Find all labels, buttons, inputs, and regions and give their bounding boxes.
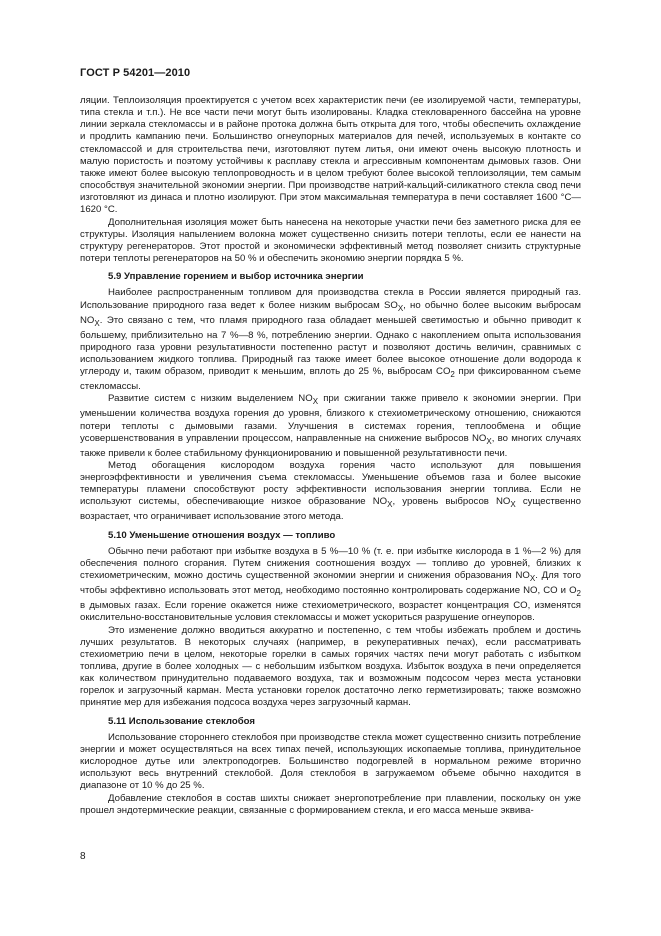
document-body bbox=[80, 95, 581, 817]
section-heading: 5.11 Использование стеклобоя bbox=[108, 715, 256, 727]
page-header: ГОСТ Р 54201—2010 bbox=[80, 67, 191, 79]
paragraph: Добавление стеклобоя в состав шихты снижает энергопотребление при плавлении, поскольку он уже прошел эндотермические реакции, связанные с формированием стекла, и его масса меньше эквива- bbox=[80, 792, 581, 816]
paragraph: Развитие систем с низким выделением $NO_X$ при сжигании также привело к экономии энергии. При уменьшении количества воздуха горения до уровня, близкого к стехиометрическому отношению, снижаются потери теплоты с дымовыми газами. Улучшения в системах горения, теплообмена и общие усовершенствования в управлении процессом, направленные на снижение выбросов $NO_X$, во многих случаях также привели к более стабильному функционированию и повышенной результативности печи. bbox=[80, 393, 582, 459]
section-heading: 5.9 Управление горением и выбор источника энергии bbox=[108, 271, 364, 283]
paragraph: Обычно печи работают при избытке воздуха в 5 %—10 % (т. е. при избытке кислорода в 1 %—2 %) для обеспечения полного сгорания. Путем снижения соотношения воздух — топливо до уровней, близких к стехиометрическим, можно достичь существенной экономии энергии и снижения образования $NO_X$. Для того чтобы эффективно использовать этот метод, необходимо постоянно контролировать содержание NO, CO и $O_2$ в дымовых газах. Если горение окажется ниже стехиометрического, возрастет концентрация CO, изменятся окислительно-восстановительные условия стекломассы и может ускориться разрушение огнеупоров. bbox=[80, 545, 581, 624]
paragraph: Это изменение должно вводиться аккуратно и постепенно, с тем чтобы избежать проблем и достичь лучших результатов. В некоторых случаях (например, в рекуперативных печах), если рассматривать стехиометрию печи в целом, некоторые горелки в самых горячих частях печи могут работать с избытком топлива, другие в более холодных — с небольшим избытком воздуха. Избыток воздуха в печи определяется как количеством принудительно подаваемого воздуха, так и возможным подсосом через места установки горелок и загрузочный карман. Места установки горелок достаточно легко герметизировать; также возможно принятие мер для избежания подсоса воздуха через загрузочный карман. bbox=[80, 624, 581, 709]
paragraph: Использование стороннего стеклобоя при производстве стекла может существенно снизить потребление энергии и может осуществляться на всех типах печей, использующих ископаемые топлива, принудительное кислородное дутье или электроподогрев. Большинство подогревлей в нормальном режиме вторично используют весь внутренний стеклобой. Доля стеклобоя в загружаемом объеме обычно находится в диапазоне от 10 % до 25 %. bbox=[80, 731, 581, 792]
paragraph: ляции. Теплоизоляция проектируется с учетом всех характеристик печи (ее изолируемой части, температуры, типа стекла и т.п.). Не все части печи могут быть изолированы. Кладка стекловаренного бассейна на уровне линии зеркала стекломассы и в районе протока должна быть открыта для того, чтобы обеспечить охлаждение и продлить кампанию печи. Большинство огнеупорных материалов для печей, используемых в контакте со стекломассой и для строительства печи, изготовляют путем литья, они имеют очень высокую плотность и малую пористость и поэтому устойчивы к расплаву стекла и агрессивным компонентам дымовых газов. Они также имеют более высокую теплопроводность и в целом требуют более высокой теплоизоляции, тем самым способствуя значительной экономии энергии. При производстве натрий-кальций-силикатного стекла свод печи изготовляют из динаса и плотно изолируют. При этом максимальная температура в печи составляет 1600 °С—1620 °С. bbox=[80, 95, 581, 216]
paragraph: Дополнительная изоляция может быть нанесена на некоторые участки печи без заметного риска для ее структуры. Изоляция напылением волокна может существенно снизить потери теплоты, если ее нанести на структуру регенераторов. Этот простой и экономически эффективный метод позволяет снизить структурные потери теплоты регенераторов на 50 % и обеспечить экономию энергии порядка 5 %. bbox=[80, 216, 581, 265]
paragraph: Метод обогащения кислородом воздуха горения часто используют для повышения энергоэффективности и увеличения съема стекломассы. Уменьшение объемов газа и более высокие температуры пламени способствуют росту эффективности использования энергии топлива. Если не используют системы, обеспечивающие низкое образование $NO_X$, уровень выбросов $NO_X$ существенно возрастает, что ограничивает использование этого метода. bbox=[80, 459, 582, 523]
page-number: 8 bbox=[80, 851, 86, 862]
paragraph: Наиболее распространенным топливом для производства стекла в России является природный газ. Использование природного газа ведет к более низким выбросам $SO_X$, но обычно более высоким выбросам $NO_X$. Это связано с тем, что пламя природного газа обладает меньшей светимостью и обычно приводит к большему, приблизительно на 7 %—8 %, потреблению энергии. Однако с накоплением опыта использования природного газа уровни результативности постепенно растут и позволяют достичь величин, сравнимых с использованием жидкого топлива. Природный газ также имеет более высокое отношение доли водорода к углероду и, таким образом, приводит к меньшим, вплоть до 25 %, выбросам $CO_2$ при фиксированном съеме стекломассы. bbox=[80, 287, 581, 393]
section-heading: 5.10 Уменьшение отношения воздух — топливо bbox=[108, 529, 336, 541]
